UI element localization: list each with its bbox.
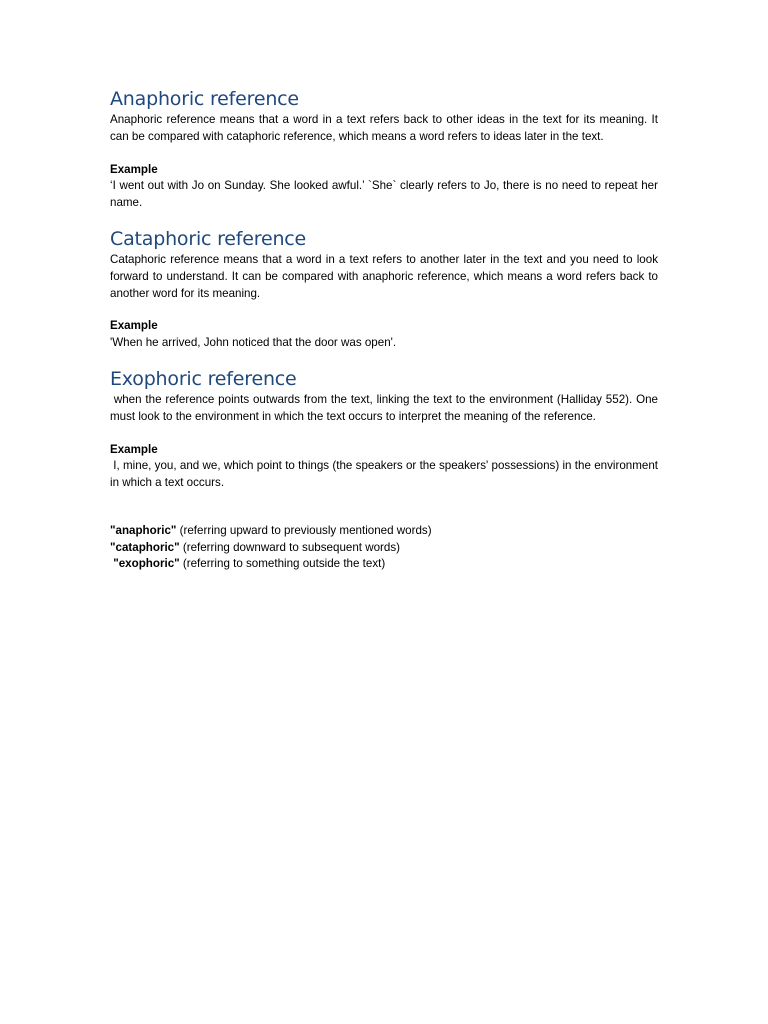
document-page bbox=[110, 86, 662, 573]
summary-desc-cataphoric: (referring downward to subsequent words) bbox=[179, 540, 401, 554]
summary-list bbox=[110, 523, 658, 573]
summary-term-exophoric: "exophoric" bbox=[113, 557, 180, 571]
body-anaphoric: Anaphoric reference means that a word in a text refers back to other ideas in the text for its meaning. It can be compared with cataphoric reference, which means a word refers to ideas later in the text. bbox=[110, 113, 658, 143]
heading-cataphoric: Cataphoric reference bbox=[110, 227, 307, 250]
summary-line-anaphoric bbox=[110, 523, 658, 540]
section-exophoric bbox=[110, 366, 662, 492]
example-label-cataphoric: Example bbox=[110, 319, 158, 333]
summary-line-exophoric bbox=[110, 556, 658, 573]
section-spacer bbox=[110, 352, 658, 366]
body-exophoric: when the reference points outwards from the text, linking the text to the environment (Halliday 552). One must look to the environment in which the text occurs to interpret the meaning of the reference. bbox=[110, 392, 662, 423]
section-cataphoric bbox=[110, 226, 658, 352]
example-text-exophoric: I, mine, you, and we, which point to things (the speakers or the speakers' possessions) in the environment in which a text occurs. bbox=[110, 459, 662, 490]
section-anaphoric bbox=[110, 86, 658, 212]
summary-term-cataphoric: "cataphoric" bbox=[110, 540, 180, 554]
example-text-anaphoric: ‘I went out with Jo on Sunday. She looked awful.’ `She` clearly refers to Jo, there is no need to repeat her name. bbox=[110, 179, 658, 210]
summary-term-anaphoric: "anaphoric" bbox=[110, 523, 177, 537]
example-label-exophoric: Example bbox=[110, 442, 158, 456]
example-text-cataphoric: 'When he arrived, John noticed that the door was open'. bbox=[110, 336, 397, 350]
summary-desc-anaphoric: (referring upward to previously mentioned words) bbox=[176, 523, 432, 537]
body-cataphoric: Cataphoric reference means that a word in a text refers to another later in the text and you need to look forward to understand. It can be compared with anaphoric reference, which means a word refers back to another word for its meaning. bbox=[110, 252, 658, 300]
section-spacer bbox=[110, 212, 658, 226]
summary-line-cataphoric bbox=[110, 540, 658, 557]
heading-anaphoric: Anaphoric reference bbox=[110, 88, 299, 110]
heading-exophoric: Exophoric reference bbox=[110, 367, 297, 390]
example-label-anaphoric: Example bbox=[110, 162, 158, 176]
summary-desc-exophoric: (referring to something outside the text) bbox=[179, 557, 386, 571]
